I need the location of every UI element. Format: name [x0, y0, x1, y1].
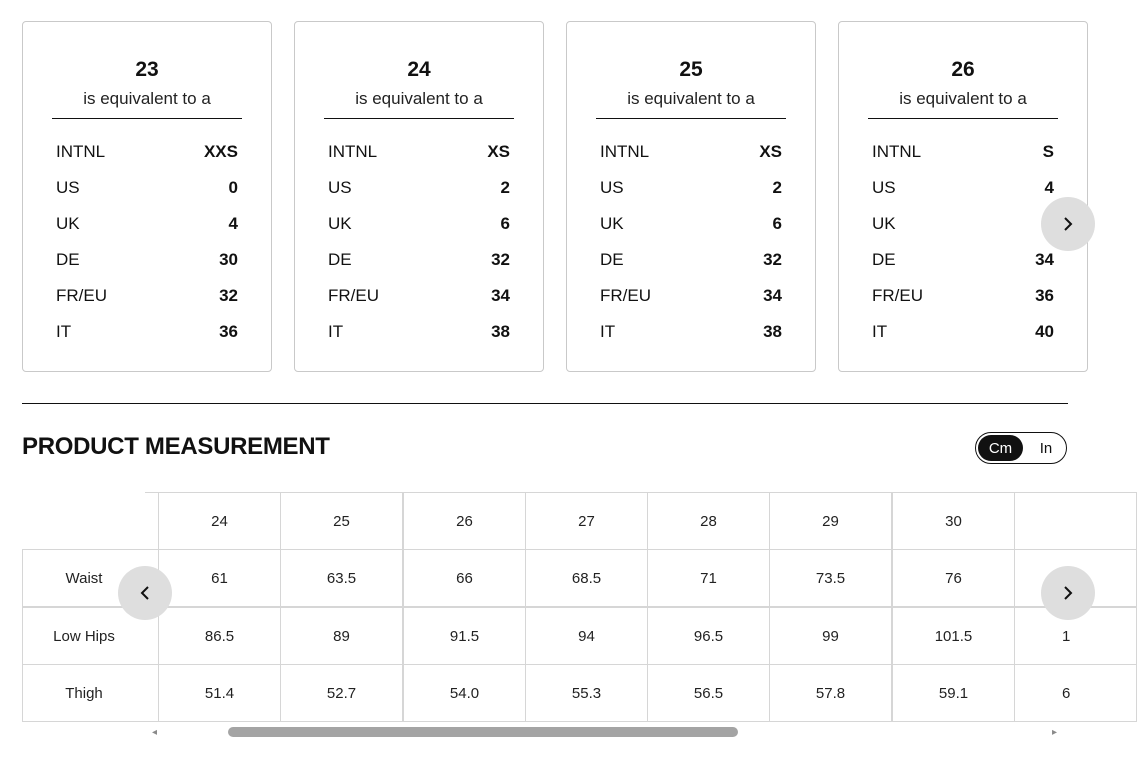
conversion-value: 4: [1044, 178, 1054, 197]
scroll-right-icon[interactable]: ▸: [1052, 727, 1058, 738]
measurement-cell: 59.1: [892, 664, 1015, 722]
conversion-row: [56, 284, 238, 308]
conversion-row: [872, 212, 1054, 236]
conversion-row: [328, 284, 510, 308]
carousel-next-button[interactable]: [1041, 197, 1095, 251]
conversion-row: [872, 284, 1054, 308]
size-column-header: 24: [158, 492, 281, 550]
conversion-row: [328, 248, 510, 272]
conversion-value: 32: [491, 250, 510, 269]
card-divider: [868, 118, 1058, 119]
chevron-right-icon: [1060, 585, 1076, 601]
size-card: [566, 21, 816, 372]
conversion-label: DE: [600, 250, 624, 269]
size-column-header: [1014, 492, 1137, 550]
size-conversion-carousel: [0, 0, 1080, 380]
card-subtitle: is equivalent to a: [899, 89, 1027, 108]
size-column-header: 26: [403, 492, 526, 550]
conversion-label: UK: [56, 214, 80, 233]
measurement-cell: 71: [647, 549, 770, 607]
conversion-value: 36: [1035, 286, 1054, 305]
card-divider: [52, 118, 242, 119]
size-card: [294, 21, 544, 372]
measurement-cell: 63.5: [280, 549, 403, 607]
measurement-cell: 68.5: [525, 549, 648, 607]
size-column-header: 28: [647, 492, 770, 550]
conversion-row: [872, 176, 1054, 200]
conversion-row: [600, 248, 782, 272]
conversion-value: XS: [759, 142, 782, 161]
measurement-cell: 99: [769, 607, 892, 665]
unit-toggle[interactable]: [975, 432, 1067, 464]
unit-in-option[interactable]: In: [1039, 439, 1053, 457]
measurement-cell: 54.0: [403, 664, 526, 722]
conversion-row: [600, 284, 782, 308]
measurement-row-label: Thigh: [22, 664, 146, 722]
conversion-label: INTNL: [872, 142, 922, 161]
conversion-row: [872, 320, 1054, 344]
conversion-label: US: [56, 178, 80, 197]
conversion-row: [328, 212, 510, 236]
conversion-label: IT: [872, 322, 888, 341]
conversion-value: S: [1042, 142, 1054, 161]
conversion-value: 6: [772, 214, 782, 233]
conversion-label: US: [600, 178, 624, 197]
conversion-label: US: [328, 178, 352, 197]
scrollbar-thumb[interactable]: [228, 727, 738, 737]
conversion-label: DE: [872, 250, 896, 269]
table-next-button[interactable]: [1041, 566, 1095, 620]
conversion-value: XXS: [203, 142, 238, 161]
measurement-cell: 57.8: [769, 664, 892, 722]
conversion-value: 2: [772, 178, 782, 197]
measurement-cell: 101.5: [892, 607, 1015, 665]
conversion-value: 30: [219, 250, 238, 269]
measurement-row-label: Low Hips: [22, 607, 146, 665]
conversion-label: IT: [56, 322, 72, 341]
conversion-label: UK: [328, 214, 352, 233]
size-column-header: 25: [280, 492, 403, 550]
conversion-row: [328, 140, 510, 164]
conversion-value: 32: [219, 286, 238, 305]
measurement-cell: 94: [525, 607, 648, 665]
conversion-row: [600, 140, 782, 164]
conversion-value: 40: [1035, 322, 1054, 341]
chevron-right-icon: [1060, 216, 1076, 232]
conversion-row: [328, 320, 510, 344]
chevron-left-icon: [137, 585, 153, 601]
measurement-cell: 73.5: [769, 549, 892, 607]
size-column-header: 27: [525, 492, 648, 550]
conversion-value: 0: [228, 178, 238, 197]
conversion-label: UK: [872, 214, 896, 233]
conversion-label: FR/EU: [872, 286, 923, 305]
card-subtitle: is equivalent to a: [83, 89, 211, 108]
measurement-cell: 56.5: [647, 664, 770, 722]
header-spacer: [145, 492, 159, 550]
card-size: 25: [679, 58, 703, 81]
measurement-cell: 61: [158, 549, 281, 607]
card-size: 24: [407, 58, 431, 81]
conversion-value: 34: [491, 286, 510, 305]
conversion-row: [56, 176, 238, 200]
conversion-label: INTNL: [328, 142, 378, 161]
conversion-value: 34: [1035, 250, 1054, 269]
row-spacer: [145, 664, 159, 722]
unit-cm-option[interactable]: Cm: [978, 435, 1023, 461]
conversion-value: 38: [491, 322, 510, 341]
measurement-cell: 6: [1014, 664, 1137, 722]
size-card: [838, 21, 1088, 372]
measurement-row-label: Waist: [22, 549, 146, 607]
conversion-value: 36: [219, 322, 238, 341]
conversion-row: [328, 176, 510, 200]
conversion-value: 6: [500, 214, 510, 233]
conversion-value: 32: [763, 250, 782, 269]
conversion-label: INTNL: [56, 142, 106, 161]
conversion-value: XS: [487, 142, 510, 161]
conversion-value: 38: [763, 322, 782, 341]
measurement-cell: 1: [1014, 607, 1137, 665]
conversion-label: DE: [56, 250, 80, 269]
size-column-header: 30: [892, 492, 1015, 550]
measurement-cell: 52.7: [280, 664, 403, 722]
measurement-cell: 55.3: [525, 664, 648, 722]
conversion-label: US: [872, 178, 896, 197]
card-subtitle: is equivalent to a: [355, 89, 483, 108]
measurement-cell: 91.5: [403, 607, 526, 665]
conversion-label: FR/EU: [600, 286, 651, 305]
conversion-value: 4: [228, 214, 238, 233]
conversion-label: INTNL: [600, 142, 650, 161]
table-prev-button[interactable]: [118, 566, 172, 620]
conversion-label: UK: [600, 214, 624, 233]
card-size: 23: [135, 58, 159, 81]
size-column-header: 29: [769, 492, 892, 550]
conversion-value: 2: [500, 178, 510, 197]
section-title: PRODUCT MEASUREMENT: [22, 433, 330, 460]
conversion-row: [56, 320, 238, 344]
conversion-label: FR/EU: [56, 286, 107, 305]
card-subtitle: is equivalent to a: [627, 89, 755, 108]
measurement-cell: 51.4: [158, 664, 281, 722]
conversion-value: 34: [763, 286, 782, 305]
conversion-label: FR/EU: [328, 286, 379, 305]
conversion-label: DE: [328, 250, 352, 269]
conversion-row: [872, 140, 1054, 164]
conversion-row: [56, 212, 238, 236]
conversion-row: [56, 140, 238, 164]
measurement-cell: 76: [892, 549, 1015, 607]
conversion-label: IT: [328, 322, 344, 341]
conversion-row: [56, 248, 238, 272]
conversion-row: [600, 176, 782, 200]
measurement-cell: 96.5: [647, 607, 770, 665]
horizontal-scrollbar[interactable]: [146, 724, 1068, 741]
card-size: 26: [951, 58, 975, 81]
conversion-row: [600, 212, 782, 236]
scroll-left-icon[interactable]: ◂: [152, 727, 158, 738]
measurement-cell: 66: [403, 549, 526, 607]
conversion-label: IT: [600, 322, 616, 341]
card-divider: [596, 118, 786, 119]
measurement-cell: 86.5: [158, 607, 281, 665]
conversion-row: [600, 320, 782, 344]
size-card: [22, 21, 272, 372]
card-divider: [324, 118, 514, 119]
measurement-cell: 89: [280, 607, 403, 665]
section-divider: [22, 403, 1068, 404]
conversion-row: [872, 248, 1054, 272]
